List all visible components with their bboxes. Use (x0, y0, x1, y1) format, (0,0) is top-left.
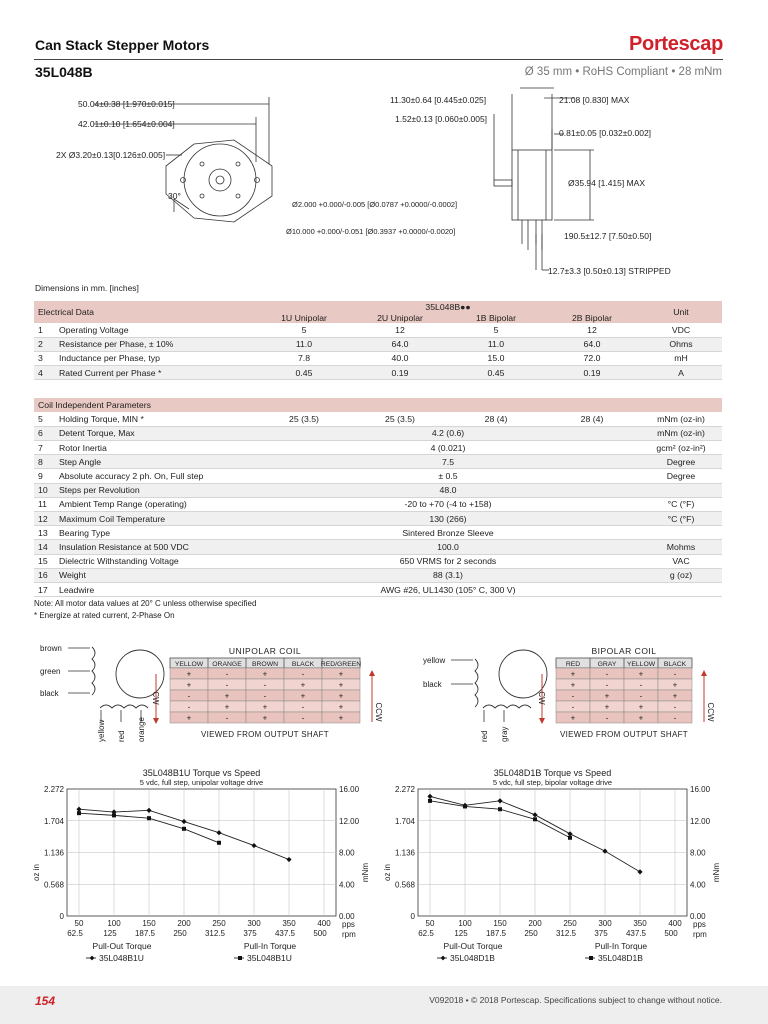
dim-shaft-length: 11.30±0.64 [0.445±0.025] (390, 95, 487, 105)
y-tick-label: 1.704 (43, 816, 64, 826)
data-point (217, 841, 221, 845)
y-tick-label: 2.272 (43, 785, 64, 794)
dim-flange-length: 50.04±0.38 [1.970±0.015] (78, 99, 175, 109)
x-tick-label: 200 (177, 919, 191, 928)
y-tick-label-right: 16.00 (690, 785, 711, 794)
legend-title: Pull-In Torque (594, 941, 648, 951)
data-point (498, 807, 502, 811)
copyright-notice: V092018 • © 2018 Portescap. Specifications subject to change without notice. (429, 995, 722, 1005)
x-tick-label-rpm: 187.5 (134, 929, 156, 938)
y-tick-label-right: 4.00 (339, 880, 355, 890)
x-tick-label: 350 (633, 919, 647, 928)
section-label: Electrical Data (34, 301, 256, 323)
coil-title: UNIPOLAR COIL (228, 646, 302, 656)
table-row: 8 Step Angle 7.5 Degree (34, 455, 722, 469)
coil-symbol (483, 705, 531, 708)
table-row: 9 Absolute accuracy 2 ph. On, Full step ± 0.5 Degree (34, 469, 722, 483)
coil-sign: + (186, 669, 192, 679)
dim-angle: 30° (168, 191, 181, 201)
column-header: 1B Bipolar (448, 312, 544, 323)
wiring-diagrams (34, 638, 724, 746)
legend-label: 35L048B1U (247, 953, 292, 963)
coil-sign: + (338, 702, 344, 712)
section-label: Coil Independent Parameters (34, 398, 722, 412)
x-tick-label-rpm: 125 (103, 929, 117, 938)
note-line: * Energize at rated current, 2-Phase On (34, 610, 175, 620)
header-divider (34, 59, 723, 60)
coil-symbol (100, 705, 148, 708)
coil-table-header: BLACK (291, 661, 315, 668)
table-row: 7 Rotor Inertia 4 (0.021) gcm² (oz-in²) (34, 441, 722, 455)
coil-caption: VIEWED FROM OUTPUT SHAFT (201, 730, 329, 739)
ccw-arrowhead (701, 670, 707, 676)
x-tick-label: 250 (212, 919, 226, 928)
wire-label: gray (500, 726, 509, 742)
coil-table-header: RED (565, 661, 581, 668)
legend-title: Pull-Out Torque (92, 941, 152, 951)
torque-chart (32, 768, 370, 963)
chart-subtitle: 5 vdc, full step, bipolar voltage drive (492, 778, 613, 787)
y-axis-label-right: mNm (712, 862, 721, 883)
unit-header: Unit (640, 301, 722, 323)
coil-sign: - (263, 680, 267, 690)
wire-label: green (40, 667, 61, 676)
x-tick-label-rpm: 437.5 (274, 929, 296, 938)
y-tick-label: 0.568 (43, 880, 64, 890)
cw-label: CW (151, 691, 160, 705)
coil-sign: - (673, 669, 677, 679)
brand-logo: Portescap (628, 33, 723, 55)
table-notes (34, 598, 256, 621)
coil-title: BIPOLAR COIL (591, 646, 657, 656)
x-tick-label-rpm: 312.5 (555, 929, 577, 938)
group-label: 35L048B●● (256, 301, 640, 312)
dimension-note: Dimensions in mm. [inches] (35, 283, 139, 293)
model-title: 35L048B (35, 64, 93, 80)
coil-table-header: ORANGE (212, 661, 242, 668)
x-tick-label: 50 (425, 919, 435, 928)
x-tick-label: 150 (142, 919, 156, 928)
data-point (568, 836, 572, 840)
dim-lead-length: 190.5±12.7 [7.50±0.50] (564, 231, 652, 241)
y-tick-label: 1.704 (394, 816, 415, 826)
table-row: 11 Ambient Temp Range (operating) -20 to +70 (-4 to +158) °C (°F) (34, 497, 722, 511)
coil-sign: + (338, 691, 344, 701)
dim-overall-length: 21.08 [0.830] MAX (559, 95, 630, 105)
coil-independent-table (34, 398, 722, 597)
x-tick-label-rpm: 437.5 (625, 929, 647, 938)
footer-bar (0, 986, 768, 1024)
x-tick-label-rpm: 500 (313, 929, 327, 938)
x-tick-label: 400 (668, 919, 682, 928)
torque-speed-charts (0, 762, 768, 974)
x-tick-label-rpm: 187.5 (485, 929, 507, 938)
x-tick-label-rpm: 250 (524, 929, 538, 938)
coil-sign: - (301, 669, 305, 679)
x-unit-pps: pps (342, 920, 355, 929)
coil-sign: - (225, 680, 229, 690)
coil-sign: - (187, 702, 191, 712)
chart-subtitle: 5 vdc, full step, unipolar voltage drive (139, 778, 264, 787)
table-row: 3 Inductance per Phase, typ 7.8 40.0 15.0 72.0 mH (34, 351, 722, 365)
table-row: 13 Bearing Type Sintered Bronze Sleeve (34, 526, 722, 540)
x-tick-label-rpm: 375 (594, 929, 608, 938)
cw-label: CW (537, 691, 546, 705)
coil-symbol (92, 647, 95, 695)
y-tick-label-right: 0.00 (339, 912, 355, 921)
coil-sign: - (639, 680, 643, 690)
dim-body-diameter: Ø35.94 [1.415] MAX (568, 178, 646, 188)
coil-sign: - (301, 702, 305, 712)
wire-label: black (423, 680, 442, 689)
coil-sign: + (638, 702, 644, 712)
coil-sign: + (262, 669, 268, 679)
wire-label: red (480, 730, 489, 742)
dim-mount-holes: 2X Ø3.20±0.13[0.126±0.005] (56, 150, 166, 160)
x-tick-label: 350 (282, 919, 296, 928)
y-tick-label-right: 8.00 (690, 848, 706, 858)
coil-sign: - (605, 713, 609, 723)
wire-label: orange (137, 717, 146, 742)
table-header (34, 301, 722, 312)
page-category-title: Can Stack Stepper Motors (35, 37, 210, 53)
data-point (77, 811, 81, 815)
x-tick-label-rpm: 500 (664, 929, 678, 938)
y-tick-label-right: 8.00 (339, 848, 355, 858)
coil-sign: + (604, 702, 610, 712)
y-tick-label-right: 16.00 (339, 785, 360, 794)
cw-arrowhead (539, 718, 545, 724)
y-tick-label-right: 4.00 (690, 880, 706, 890)
y-axis-label: oz in (383, 864, 392, 881)
coil-sign: - (225, 669, 229, 679)
spec-summary: Ø 35 mm • RoHS Compliant • 28 mNm (524, 66, 722, 78)
cw-arrowhead (153, 718, 159, 724)
dim-stripped-length: 12.7±3.3 [0.50±0.13] STRIPPED (548, 266, 671, 276)
chart-title: 35L048B1U Torque vs Speed (142, 768, 261, 778)
coil-sign: + (300, 680, 306, 690)
coil-sign: + (338, 713, 344, 723)
coil-sign: - (673, 702, 677, 712)
legend-marker (238, 956, 242, 960)
coil-table-header: YELLOW (174, 661, 204, 668)
wire-label: brown (40, 644, 62, 653)
coil-sign: + (604, 691, 610, 701)
x-tick-label-rpm: 62.5 (418, 929, 434, 938)
table-row: 16 Weight 88 (3.1) g (oz) (34, 568, 722, 582)
x-tick-label-rpm: 250 (173, 929, 187, 938)
y-tick-label: 0.568 (394, 880, 415, 890)
coil-table-header: RED/GREEN (320, 661, 362, 668)
x-tick-label: 400 (317, 919, 331, 928)
coil-sign: + (672, 680, 678, 690)
wire-label: yellow (97, 719, 106, 742)
note-line: Note: All motor data values at 20° C unless otherwise specified (34, 599, 257, 608)
x-tick-label: 150 (493, 919, 507, 928)
legend-title: Pull-Out Torque (443, 941, 503, 951)
coil-sign: + (570, 713, 576, 723)
coil-sign: - (187, 691, 191, 701)
dim-shaft-step: 1.52±0.13 [0.060±0.005] (395, 114, 488, 124)
x-tick-label: 50 (74, 919, 84, 928)
x-unit-rpm: rpm (342, 930, 356, 939)
legend-title: Pull-In Torque (243, 941, 297, 951)
table-header (34, 398, 722, 412)
table-row: 5 Holding Torque, MIN * 25 (3.5) 25 (3.5) 28 (4) 28 (4) mNm (oz-in) (34, 412, 722, 426)
x-tick-label-rpm: 312.5 (204, 929, 226, 938)
table-row: 17 Leadwire AWG #26, UL1430 (105° C, 300 V) (34, 582, 722, 596)
table-row: 6 Detent Torque, Max 4.2 (0.6) mNm (oz-in) (34, 426, 722, 440)
unipolar-coil-diagram (40, 644, 383, 742)
coil-sign: + (338, 680, 344, 690)
coil-sign: + (186, 680, 192, 690)
x-tick-label: 300 (247, 919, 261, 928)
coil-sign: - (301, 713, 305, 723)
coil-table-header: YELLOW (626, 661, 656, 668)
legend-label: 35L048D1B (598, 953, 643, 963)
coil-sign: + (262, 702, 268, 712)
legend-marker (90, 956, 95, 961)
page-number: 154 (35, 994, 56, 1008)
column-header: 2U Unipolar (352, 312, 448, 323)
coil-sign: - (605, 669, 609, 679)
chart-title: 35L048D1B Torque vs Speed (493, 768, 612, 778)
coil-table-header: GRAY (597, 661, 617, 668)
column-header: 2B Bipolar (544, 312, 640, 323)
coil-symbol (475, 659, 478, 707)
coil-sign: - (673, 713, 677, 723)
torque-chart (383, 768, 721, 963)
coil-sign: + (638, 669, 644, 679)
y-tick-label-right: 12.00 (339, 816, 360, 826)
data-point (112, 813, 116, 817)
coil-sign: + (570, 680, 576, 690)
x-tick-label-rpm: 62.5 (67, 929, 83, 938)
legend-marker (589, 956, 593, 960)
x-tick-label-rpm: 125 (454, 929, 468, 938)
legend-marker (441, 956, 446, 961)
coil-sign: + (638, 713, 644, 723)
coil-sign: - (263, 691, 267, 701)
coil-sign: + (224, 702, 230, 712)
dim-shaft-diameter: Ø2.000 +0.000/-0.005 [Ø0.0787 +0.0000/-0.0002] (292, 200, 458, 209)
x-tick-label-rpm: 375 (243, 929, 257, 938)
coil-sign: - (639, 691, 643, 701)
wire-label: black (40, 689, 59, 698)
y-axis-label-right: mNm (361, 862, 370, 883)
x-unit-pps: pps (693, 920, 706, 929)
y-tick-label: 0 (59, 912, 64, 921)
coil-sign: + (570, 669, 576, 679)
data-point (428, 799, 432, 803)
table-row: 12 Maximum Coil Temperature 130 (266) °C (°F) (34, 512, 722, 526)
wire-label: yellow (423, 656, 446, 665)
electrical-data-table (34, 301, 722, 380)
ccw-label: CCW (374, 702, 383, 722)
ccw-arrowhead (369, 670, 375, 676)
coil-sign: + (672, 691, 678, 701)
coil-sign: + (300, 691, 306, 701)
coil-sign: + (262, 713, 268, 723)
data-point (182, 827, 186, 831)
table-row: 4 Rated Current per Phase * 0.45 0.19 0.45 0.19 A (34, 366, 722, 380)
x-unit-rpm: rpm (693, 930, 707, 939)
ccw-label: CCW (706, 702, 715, 722)
coil-sign: + (338, 669, 344, 679)
coil-sign: - (571, 702, 575, 712)
dim-pilot-diameter: Ø10.000 +0.000/-0.051 [Ø0.3937 +0.0000/-0.0020] (286, 227, 456, 236)
y-tick-label: 0 (410, 912, 415, 921)
wire-label: red (117, 730, 126, 742)
x-tick-label: 250 (563, 919, 577, 928)
dim-hole-spacing: 42.01±0.10 [1.654±0.004] (78, 119, 175, 129)
coil-sign: - (571, 691, 575, 701)
table-row: 10 Steps per Revolution 48.0 (34, 483, 722, 497)
coil-sign: - (225, 713, 229, 723)
data-point (533, 817, 537, 821)
coil-sign: + (186, 713, 192, 723)
coil-caption: VIEWED FROM OUTPUT SHAFT (560, 730, 688, 739)
dimension-drawing (34, 84, 724, 282)
y-tick-label: 1.136 (43, 848, 64, 858)
legend-label: 35L048B1U (99, 953, 144, 963)
y-tick-label-right: 12.00 (690, 816, 711, 826)
table-row: 14 Insulation Resistance at 500 VDC 100.0 Mohms (34, 540, 722, 554)
coil-sign: + (224, 691, 230, 701)
y-tick-label-right: 0.00 (690, 912, 706, 921)
data-point (463, 804, 467, 808)
column-header: 1U Unipolar (256, 312, 352, 323)
x-tick-label: 200 (528, 919, 542, 928)
y-tick-label: 1.136 (394, 848, 415, 858)
x-tick-label: 300 (598, 919, 612, 928)
coil-table-header: BROWN (251, 661, 279, 668)
bipolar-coil-diagram (423, 646, 715, 742)
coil-table-header: BLACK (663, 661, 687, 668)
table-row: 15 Dielectric Withstanding Voltage 650 VRMS for 2 seconds VAC (34, 554, 722, 568)
x-tick-label: 100 (107, 919, 121, 928)
y-tick-label: 2.272 (394, 785, 415, 794)
y-axis-label: oz in (32, 864, 41, 881)
dim-flange-thickness: 0.81±0.05 [0.032±0.002] (559, 128, 652, 138)
data-point (147, 816, 151, 820)
table-row: 1 Operating Voltage 5 12 5 12 VDC (34, 323, 722, 337)
legend-label: 35L048D1B (450, 953, 495, 963)
coil-sign: - (605, 680, 609, 690)
table-row: 2 Resistance per Phase, ± 10% 11.0 64.0 11.0 64.0 Ohms (34, 337, 722, 351)
x-tick-label: 100 (458, 919, 472, 928)
